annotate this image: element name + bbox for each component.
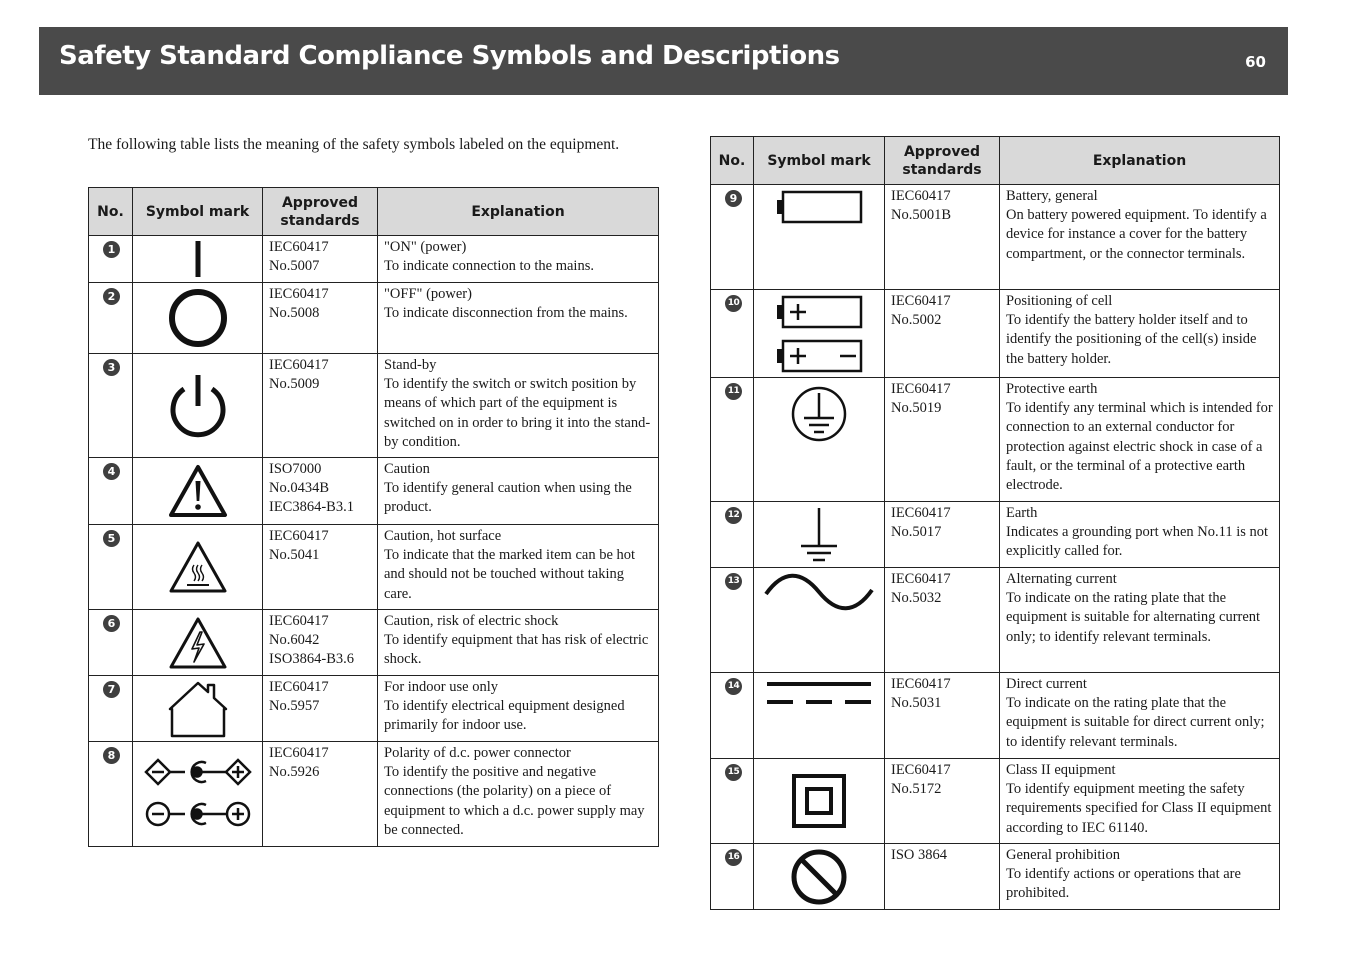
standard-text: No.5019 <box>891 400 942 417</box>
explanation-title: Class II equipment <box>1006 762 1116 778</box>
col-header-standards: Approved standards <box>885 137 1000 185</box>
explanation-title: Protective earth <box>1006 381 1098 397</box>
table-row <box>711 185 1280 290</box>
row-number: 5 <box>103 530 120 547</box>
standard-text: ISO 3864 <box>891 847 947 863</box>
hot-surface-icon <box>167 539 229 595</box>
standard-text: No.5926 <box>269 764 320 781</box>
standard-text: No.5002 <box>891 312 942 329</box>
standard-text: IEC60417 <box>891 188 951 204</box>
explanation-title: Earth <box>1006 505 1038 521</box>
standby-icon <box>165 370 231 442</box>
explanation-text: To identify the switch or switch position by means of which part of the equipment is switched on in order to bring it into the stand-by condition. <box>384 376 651 450</box>
explanation-title: Polarity of d.c. power connector <box>384 745 571 761</box>
explanation-title: Battery, general <box>1006 188 1098 204</box>
col-header-explanation: Explanation <box>378 188 659 236</box>
standard-text: IEC60417 <box>269 286 329 302</box>
standard-text: IEC60417 <box>269 528 329 544</box>
standard-text: IEC60417 <box>891 505 951 521</box>
row-number: 4 <box>103 463 120 480</box>
row-number: 3 <box>103 359 120 376</box>
col-header-explanation: Explanation <box>1000 137 1280 185</box>
table-row <box>89 525 659 610</box>
power-on-icon <box>188 237 208 281</box>
explanation-title: "OFF" (power) <box>384 286 472 302</box>
table-row <box>711 378 1280 502</box>
page-title: Safety Standard Compliance Symbols and Descriptions <box>59 41 840 71</box>
explanation-title: Caution, hot surface <box>384 528 502 544</box>
page-header <box>39 27 1288 95</box>
page-number: 60 <box>1245 53 1266 71</box>
intro-paragraph: The following table lists the meaning of the safety symbols labeled on the equipment. <box>88 136 620 153</box>
standard-text: No.5007 <box>269 258 320 275</box>
battery-icon <box>774 189 864 225</box>
protective-earth-icon <box>789 384 849 444</box>
standard-text: IEC60417 <box>891 381 951 397</box>
standard-text: No.5041 <box>269 547 320 564</box>
explanation-text: To identify general caution when using the product. <box>384 480 632 516</box>
standard-text: IEC60417 <box>891 571 951 587</box>
standard-text: IEC60417 <box>891 293 951 309</box>
explanation-title: Caution <box>384 461 430 477</box>
table-row <box>89 354 659 458</box>
row-number: 2 <box>103 288 120 305</box>
row-number: 7 <box>103 681 120 698</box>
explanation-text: To identify equipment that has risk of electric shock. <box>384 632 649 668</box>
explanation-text: To identify electrical equipment designed primarily for indoor use. <box>384 698 625 734</box>
standard-text: No.5172 <box>891 781 942 798</box>
explanation-text: To indicate that the marked item can be hot and should not be touched without taking care. <box>384 547 636 602</box>
explanation-title: Caution, risk of electric shock <box>384 613 559 629</box>
standard-text: No.0434B <box>269 480 330 497</box>
col-header-symbol: Symbol mark <box>133 188 263 236</box>
explanation-text: To identify the battery holder itself and to identify the positioning of the cell(s) inside the battery holder. <box>1006 312 1257 367</box>
standard-text: IEC60417 <box>269 745 329 761</box>
standard-text: No.5008 <box>269 305 320 322</box>
standard-text: No.5001B <box>891 207 952 224</box>
prohibition-icon <box>789 847 849 907</box>
symbols-table-left <box>88 187 659 847</box>
standard-text: IEC60417 <box>891 676 951 692</box>
electric-shock-icon <box>167 615 229 671</box>
explanation-text: To identify actions or operations that are prohibited. <box>1006 866 1241 902</box>
explanation-title: For indoor use only <box>384 679 498 695</box>
row-number: 13 <box>725 573 742 590</box>
explanation-text: To indicate on the rating plate that the equipment is suitable for direct current only; to identify relevant terminals. <box>1006 695 1265 750</box>
col-header-symbol: Symbol mark <box>754 137 885 185</box>
explanation-text: To identify equipment meeting the safety requirements specified for Class II equipment according to IEC 61140. <box>1006 781 1272 836</box>
standard-text: No.5957 <box>269 698 320 715</box>
symbols-table-right <box>710 136 1280 910</box>
standard-text: No.5031 <box>891 695 942 712</box>
explanation-title: Stand-by <box>384 357 437 373</box>
power-off-icon <box>165 285 231 351</box>
explanation-title: "ON" (power) <box>384 239 467 255</box>
col-header-no: No. <box>89 188 133 236</box>
table-row <box>711 759 1280 844</box>
col-header-standards: Approved standards <box>263 188 378 236</box>
table-row <box>711 568 1280 673</box>
standard-text: IEC60417 <box>269 239 329 255</box>
cell-position-icon <box>774 293 864 375</box>
explanation-title: Direct current <box>1006 676 1087 692</box>
row-number: 10 <box>725 295 742 312</box>
explanation-title: General prohibition <box>1006 847 1120 863</box>
class-ii-icon <box>790 772 848 830</box>
explanation-title: Alternating current <box>1006 571 1117 587</box>
table-header-row <box>711 137 1280 185</box>
table-row <box>89 742 659 847</box>
explanation-text: On battery powered equipment. To identify a device for instance a cover for the battery compartment, or the connector terminals. <box>1006 207 1267 262</box>
row-number: 14 <box>725 678 742 695</box>
row-number: 16 <box>725 849 742 866</box>
standard-text: IEC60417 <box>269 357 329 373</box>
dc-polarity-icon <box>143 752 253 836</box>
direct-current-icon <box>764 679 874 709</box>
standard-text: ISO3864-B3.6 <box>269 651 354 668</box>
explanation-text: To identify any terminal which is intended for connection to an external conductor for protection against electric shock in case of a fault, or the terminal of a protective earth electrode. <box>1006 400 1273 494</box>
explanation-text: To indicate connection to the mains. <box>384 258 594 275</box>
standard-text: IEC60417 <box>891 762 951 778</box>
earth-icon <box>797 506 841 564</box>
standard-text: No.5032 <box>891 590 942 607</box>
indoor-use-icon <box>166 679 230 739</box>
row-number: 15 <box>725 764 742 781</box>
table-header-row <box>89 188 659 236</box>
row-number: 6 <box>103 615 120 632</box>
col-header-no: No. <box>711 137 754 185</box>
row-number: 1 <box>103 241 120 258</box>
table-row <box>711 502 1280 568</box>
explanation-text: Indicates a grounding port when No.11 is not explicitly called for. <box>1006 524 1269 560</box>
standard-text: No.5009 <box>269 376 320 393</box>
explanation-text: To indicate disconnection from the mains. <box>384 305 628 322</box>
table-row <box>89 610 659 676</box>
row-number: 11 <box>725 383 742 400</box>
standard-text: IEC60417 <box>269 679 329 695</box>
table-row <box>711 290 1280 378</box>
explanation-text: To identify the positive and negative connections (the polarity) on a piece of equipment to which a d.c. power supply may be connected. <box>384 764 645 838</box>
table-row <box>89 236 659 283</box>
standard-text: IEC3864-B3.1 <box>269 499 354 516</box>
explanation-text: To indicate on the rating plate that the equipment is suitable for alternating current only; to identify relevant terminals. <box>1006 590 1261 645</box>
explanation-title: Positioning of cell <box>1006 293 1113 309</box>
table-row <box>89 676 659 742</box>
row-number: 9 <box>725 190 742 207</box>
row-number: 8 <box>103 747 120 764</box>
table-row <box>711 673 1280 759</box>
alternating-current-icon <box>763 572 875 612</box>
standard-text: IEC60417 <box>269 613 329 629</box>
table-row <box>711 844 1280 910</box>
row-number: 12 <box>725 507 742 524</box>
table-row <box>89 458 659 525</box>
caution-icon <box>167 463 229 519</box>
standard-text: No.6042 <box>269 632 320 649</box>
standard-text: ISO7000 <box>269 461 322 477</box>
standard-text: No.5017 <box>891 524 942 541</box>
table-row <box>89 283 659 354</box>
